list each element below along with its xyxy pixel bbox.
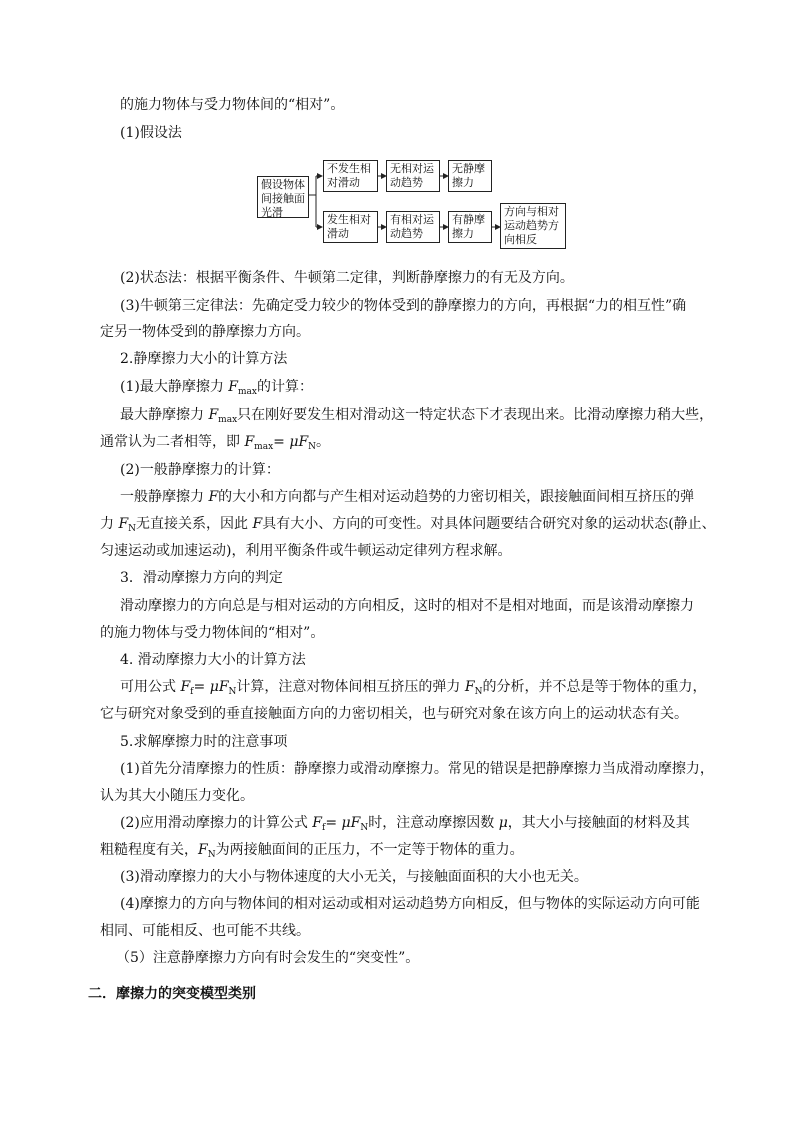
subscript-N: N [474,687,483,697]
text-span: = [325,815,342,831]
text-span: 无直接关系，因此 [136,516,253,532]
symbol-F: F [198,842,208,858]
text-line [120,813,690,838]
subscript-N: N [228,687,237,697]
text-span: 力 [100,516,119,532]
text-line [120,487,694,507]
subscript-max: max [254,442,274,452]
subscript-max: max [238,387,257,397]
symbol-mu: μ [289,434,299,450]
text-line [120,677,706,702]
text-line [100,514,716,539]
text-span: 一般静摩擦力 [120,489,209,505]
subscript-N: N [308,442,317,452]
text-line: 滑动摩擦力的方向总是与相对运动的方向相反，这时的相对不是相对地面，而是该滑动摩擦力 [120,598,694,614]
subscript-f: f [322,823,326,833]
text-span: 粗糙程度有关， [100,842,198,858]
symbol-F: F [244,434,255,450]
symbol-F: F [180,679,191,695]
text-line: 相同、可能相反、也可能不共线。 [100,923,310,939]
text-span: 时，注意动摩擦因数 [368,815,499,831]
text-span: 的大小和方向都与产生相对运动趋势的力密切相关，跟接触面间相互挤压的弹 [218,489,695,505]
diagram-box-bottom-1: 发生相对滑动 [323,211,378,243]
subscript-N: N [360,823,369,833]
symbol-F: F [208,489,219,505]
text-span: 。 [316,434,331,450]
symbol-F: F [218,679,229,695]
diagram-box-top-1: 不发生相对滑动 [323,160,378,192]
text-span: 最大静摩擦力 [120,407,209,423]
diagram-box-start: 假设物体间接触面光滑 [257,176,309,218]
diagram-box-top-3: 无静摩擦力 [448,160,492,192]
text-line: (3)牛顿第三定律法：先确定受力较少的物体受到的静摩擦力的方向，再根据“力的相互性”确 [120,298,687,314]
text-line: （5）注意静摩擦力方向有时会发生的“突变性”。 [116,950,420,966]
text-span: ，其大小与接触面的材料及其 [507,815,690,831]
text-span: 可用公式 [120,679,181,695]
section-heading: 二．摩擦力的突变模型类别 [88,986,256,1002]
symbol-F: F [312,815,322,831]
text-line: 认为其大小随压力变化。 [100,788,254,804]
diagram-box-top-2: 无相对运动趋势 [386,160,440,192]
text-line: (4)摩擦力的方向与物体间的相对运动或相对运动趋势方向相反，但与物体的实际运动方向可能 [120,896,700,912]
symbol-mu: μ [498,815,508,831]
text-line: (1)假设法 [120,125,182,141]
subscript-f: f [190,687,194,697]
text-line [100,432,330,457]
text-span: 通常认为二者相等，即 [100,434,245,450]
text-span: (2)应用滑动摩擦力的计算公式 [120,815,313,831]
diagram-box-bottom-2: 有相对运动趋势 [386,211,440,243]
text-span: 计算，注意对物体间相互挤压的弹力 [236,679,465,695]
subscript-N: N [128,524,137,534]
symbol-F: F [118,516,129,532]
text-line: 2.静摩擦力大小的计算方法 [120,351,288,367]
text-line: 4. 滑动摩擦力大小的计算方法 [120,652,306,668]
symbol-F: F [350,815,361,831]
text-line: (1)首先分清摩擦力的性质：静摩擦力或滑动摩擦力。常见的错误是把静摩擦力当成滑动摩擦力， [120,761,714,777]
text-line: 匀速运动或加速运动)，利用平衡条件或牛顿运动定律列方程求解。 [100,543,512,559]
subscript-N: N [207,850,216,860]
symbol-F: F [252,516,263,532]
text-span: 为两接触面间的正压力，不一定等于物体的重力。 [215,842,524,858]
symbol-F: F [228,379,238,395]
text-line: (3)滑动摩擦力的大小与物体速度的大小无关，与接触面面积的大小也无关。 [120,869,588,885]
diagram-box-bottom-4: 方向与相对运动趋势方向相反 [500,203,566,249]
text-span: 只在刚好要发生相对滑动这一特定状态下才表现出来。比滑动摩擦力稍大些， [237,407,714,423]
text-span: = [193,679,210,695]
symbol-F: F [464,679,475,695]
text-line: 定另一物体受到的静摩擦力方向。 [100,324,310,340]
symbol-mu: μ [341,815,351,831]
subscript-max: max [218,415,238,425]
text-span: (1)最大静摩擦力 [120,379,229,395]
text-span: 具有大小、方向的可变性。对具体问题要结合研究对象的运动状态(静止、 [262,516,716,532]
text-line: 的施力物体与受力物体间的“相对”。 [120,97,345,113]
symbol-F: F [208,407,219,423]
text-line: (2)一般静摩擦力的计算： [120,462,280,478]
text-line [120,377,313,402]
text-line: 它与研究对象受到的垂直接触面方向的力密切相关，也与研究对象在该方向上的运动状态有关。 [100,706,688,722]
text-span: = [273,434,290,450]
text-line [120,405,713,430]
text-span: 的分析，并不总是等于物体的重力， [482,679,707,695]
symbol-mu: μ [209,679,219,695]
text-span: 的计算： [256,379,313,395]
text-line: 5.求解摩擦力时的注意事项 [120,734,288,750]
text-line: 3．滑动摩擦力方向的判定 [120,570,283,586]
text-line [100,840,524,865]
text-line: 的施力物体与受力物体间的“相对”。 [100,625,325,641]
text-line: (2)状态法：根据平衡条件、牛顿第二定律，判断静摩擦力的有无及方向。 [120,270,574,286]
diagram-box-bottom-3: 有静摩擦力 [448,211,492,243]
symbol-F: F [298,434,309,450]
